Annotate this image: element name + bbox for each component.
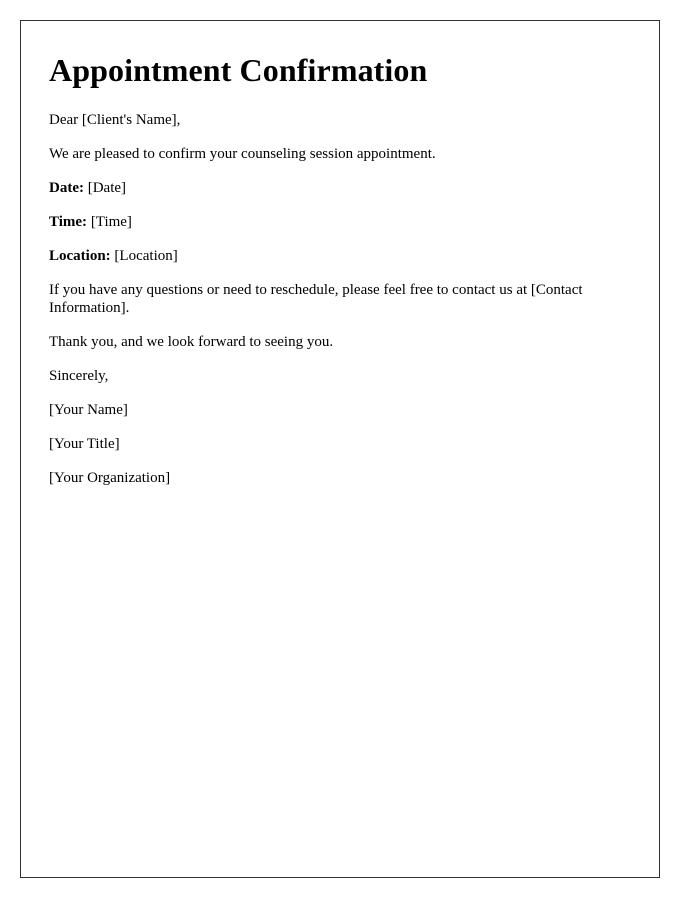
signature-organization: [Your Organization] (49, 470, 171, 486)
detail-date-label: Date: (49, 180, 84, 196)
detail-time-label: Time: (49, 214, 88, 230)
signature-title: [Your Title] (49, 436, 120, 452)
letter-page (20, 20, 660, 878)
signature-name: [Your Name] (49, 402, 128, 418)
closing: Sincerely, (49, 368, 109, 384)
greeting: Dear [Client's Name], (49, 112, 181, 128)
detail-location (49, 247, 631, 265)
detail-time (49, 213, 631, 231)
detail-location-value: [Location] (110, 248, 178, 264)
detail-date-value: [Date] (83, 180, 127, 196)
detail-location-label: Location: (49, 248, 111, 264)
thanks-paragraph: Thank you, and we look forward to seeing you. (49, 334, 334, 350)
detail-date (49, 179, 631, 197)
intro-paragraph: We are pleased to confirm your counseling session appointment. (49, 146, 436, 162)
contact-paragraph: If you have any questions or need to reschedule, please feel free to contact us at [Contact Information]. (49, 282, 583, 316)
detail-time-value: [Time] (87, 214, 132, 230)
page-title: Appointment Confirmation (49, 52, 428, 88)
